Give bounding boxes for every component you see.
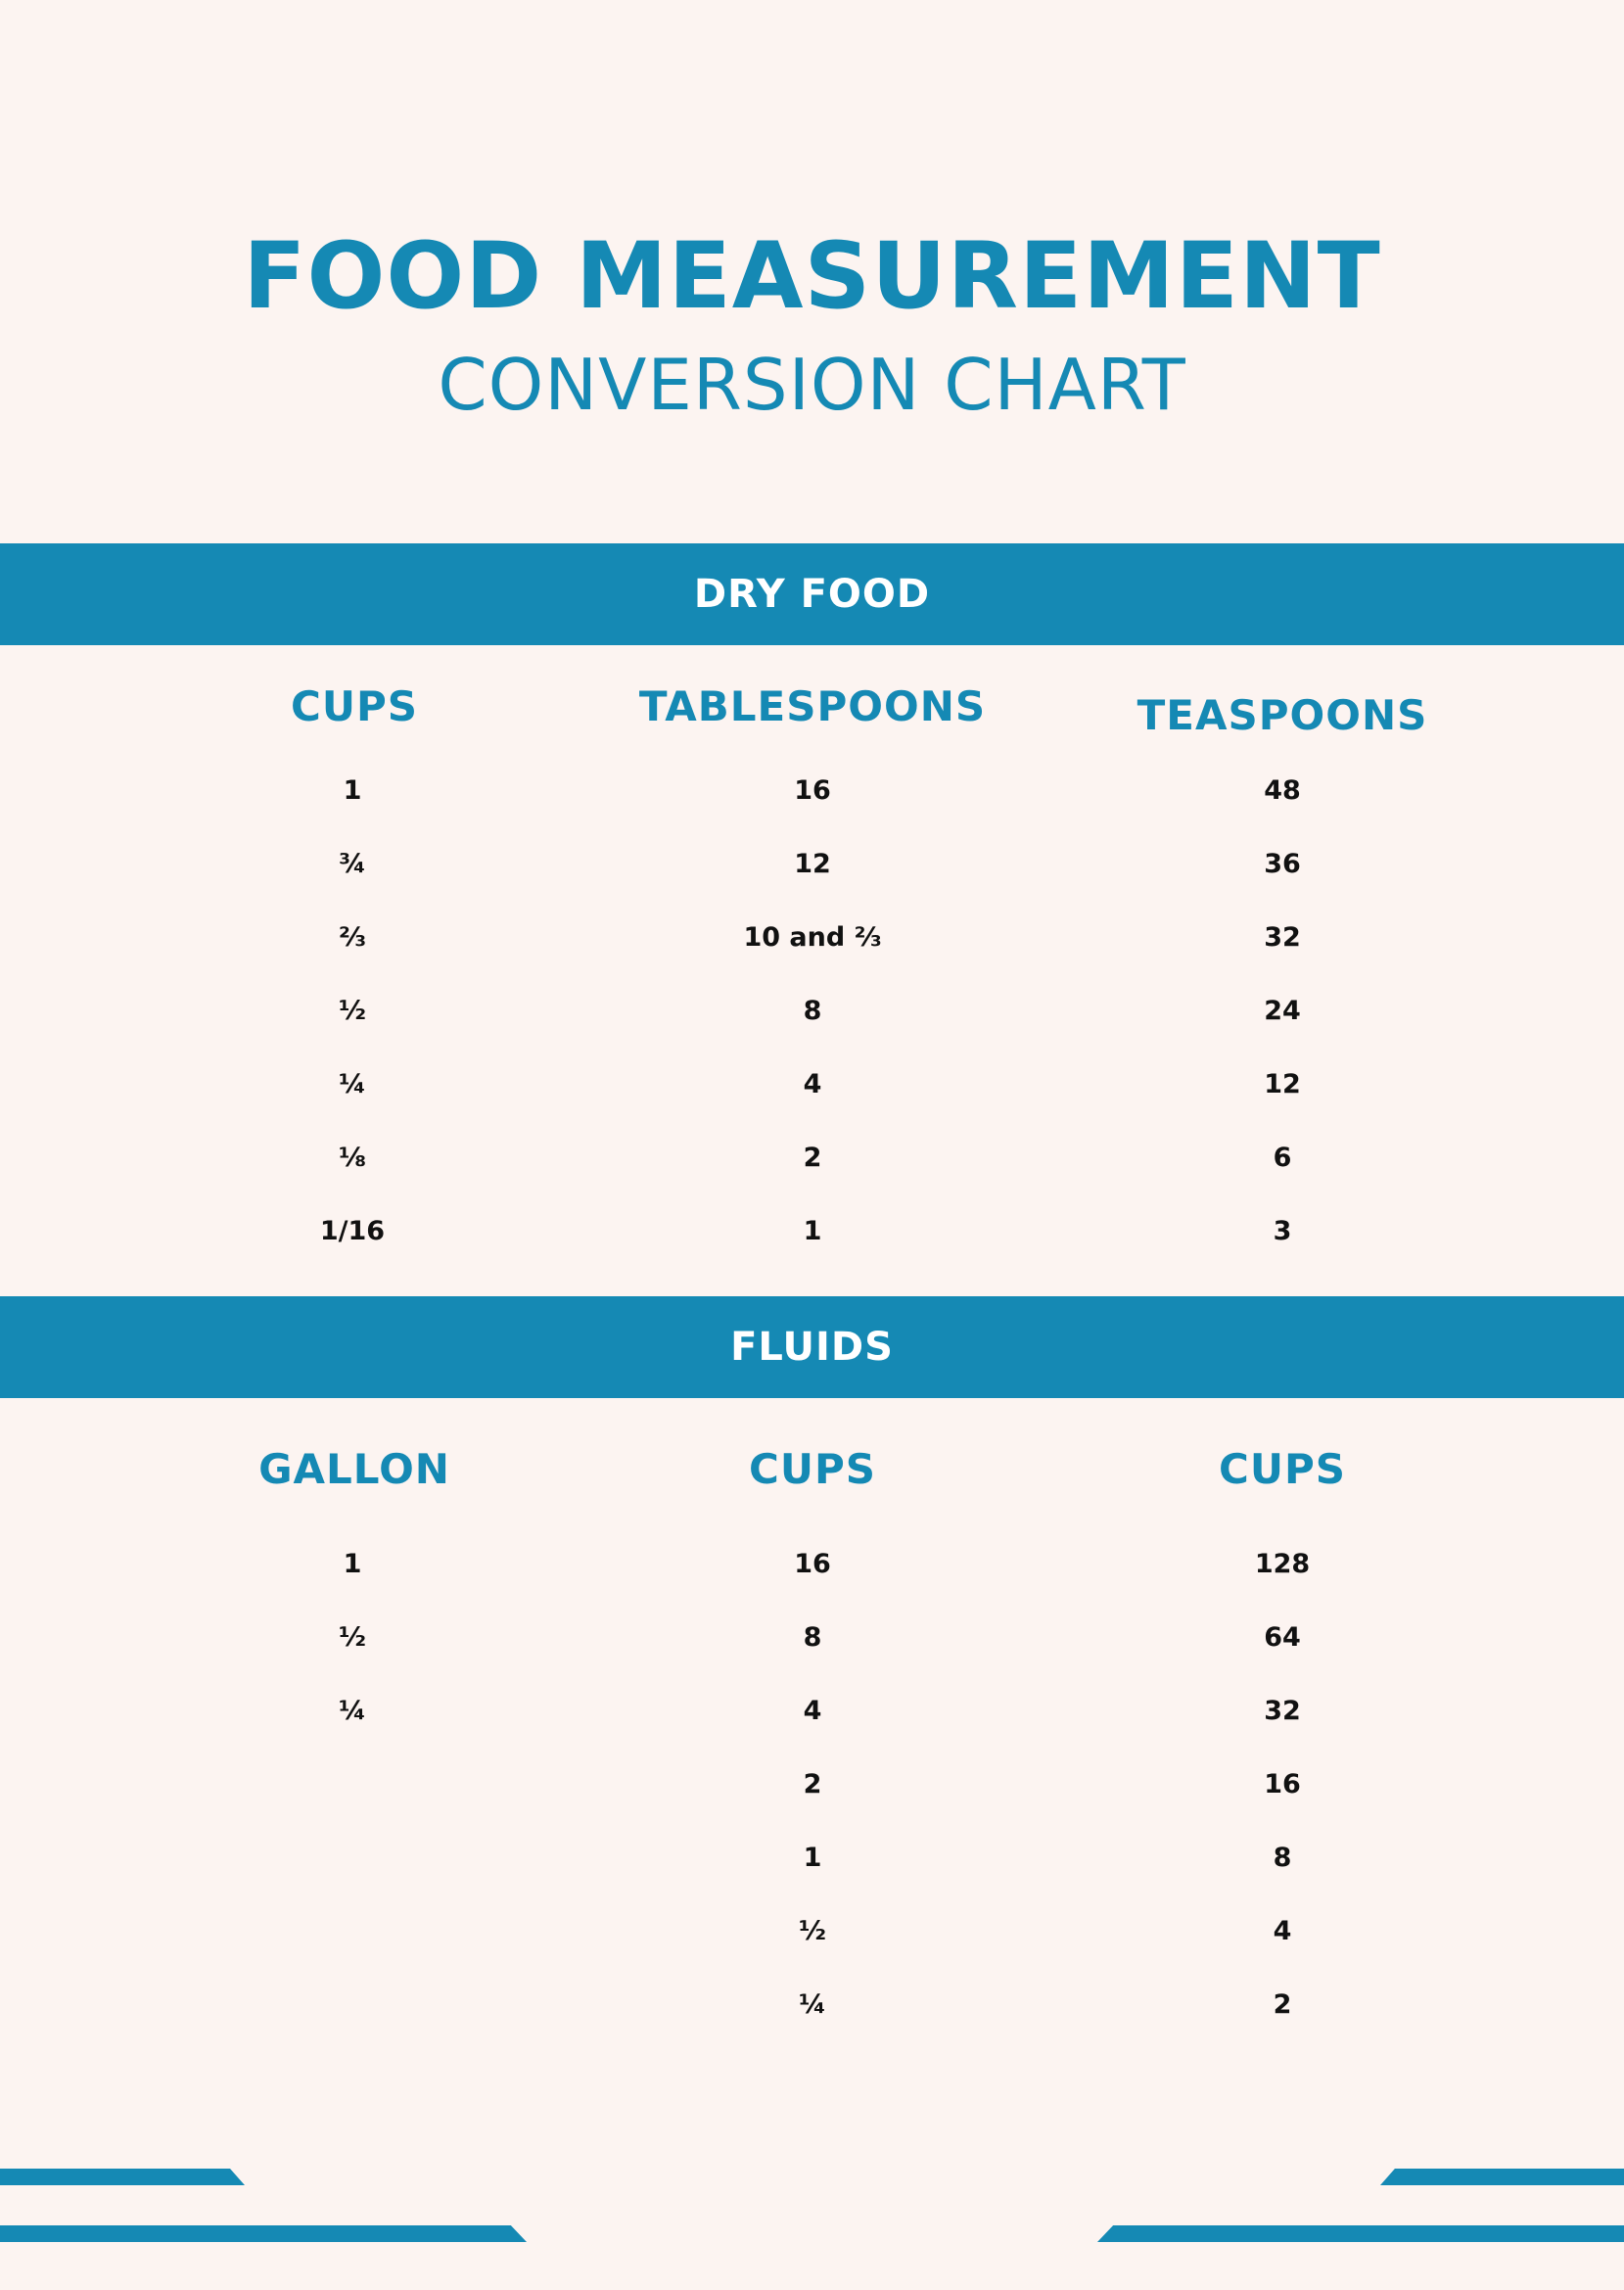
footer-stripe-right-top xyxy=(1380,2169,1624,2185)
dry-food-cell: ¾ xyxy=(339,849,366,879)
dry-food-cell: ⅛ xyxy=(339,1143,366,1173)
fluids-cell: 16 xyxy=(794,1549,831,1579)
dry-food-cell: 6 xyxy=(1273,1143,1292,1173)
footer-stripe-left-top xyxy=(0,2169,245,2185)
dry-food-col-teaspoons: TEASPOONS xyxy=(1137,691,1428,739)
fluids-cell: 32 xyxy=(1264,1696,1301,1726)
fluids-cell: 16 xyxy=(1264,1769,1301,1799)
dry-food-cell: 12 xyxy=(794,849,831,879)
dry-food-cell: 24 xyxy=(1264,996,1301,1026)
dry-food-cell: 8 xyxy=(803,996,822,1026)
dry-food-col-tablespoons: TABLESPOONS xyxy=(638,682,987,730)
fluids-cell: 2 xyxy=(1273,1989,1292,2020)
fluids-cell: 1 xyxy=(343,1549,362,1579)
fluids-cell: 64 xyxy=(1264,1622,1301,1653)
dry-food-col-cups: CUPS xyxy=(291,682,418,730)
fluids-cell: 2 xyxy=(803,1769,822,1799)
fluids-col-cups-2: CUPS xyxy=(1219,1445,1346,1493)
dry-food-cell: ⅔ xyxy=(339,922,366,953)
footer-stripe-right-bottom xyxy=(1097,2225,1624,2242)
dry-food-cell: 32 xyxy=(1264,922,1301,953)
fluids-cell: 8 xyxy=(803,1622,822,1653)
fluids-cell: ¼ xyxy=(799,1989,826,2020)
dry-food-cell: 1 xyxy=(343,775,362,806)
dry-food-cell: 10 and ⅔ xyxy=(743,922,882,953)
page-title: FOOD MEASUREMENT xyxy=(243,223,1381,330)
dry-food-cell: 4 xyxy=(803,1069,822,1099)
fluids-cell: 1 xyxy=(803,1843,822,1873)
dry-food-section-header: DRY FOOD xyxy=(0,543,1624,645)
dry-food-cell: ½ xyxy=(339,996,366,1026)
fluids-cell: ½ xyxy=(339,1622,366,1653)
dry-food-cell: ¼ xyxy=(339,1069,366,1099)
dry-food-cell: 1/16 xyxy=(319,1216,386,1246)
fluids-cell: 4 xyxy=(1273,1916,1292,1946)
footer-stripe-left-bottom xyxy=(0,2225,527,2242)
dry-food-cell: 2 xyxy=(803,1143,822,1173)
dry-food-cell: 16 xyxy=(794,775,831,806)
fluids-cell: 128 xyxy=(1254,1549,1311,1579)
page-subtitle: CONVERSION CHART xyxy=(438,344,1186,426)
dry-food-cell: 36 xyxy=(1264,849,1301,879)
dry-food-cell: 1 xyxy=(803,1216,822,1246)
dry-food-cell: 12 xyxy=(1264,1069,1301,1099)
dry-food-cell: 3 xyxy=(1273,1216,1292,1246)
fluids-cell: ¼ xyxy=(339,1696,366,1726)
fluids-cell: 4 xyxy=(803,1696,822,1726)
fluids-section-header: FLUIDS xyxy=(0,1296,1624,1398)
fluids-cell: 8 xyxy=(1273,1843,1292,1873)
dry-food-cell: 48 xyxy=(1264,775,1301,806)
fluids-col-cups: CUPS xyxy=(749,1445,876,1493)
fluids-cell: ½ xyxy=(799,1916,826,1946)
fluids-col-gallon: GALLON xyxy=(258,1445,450,1493)
